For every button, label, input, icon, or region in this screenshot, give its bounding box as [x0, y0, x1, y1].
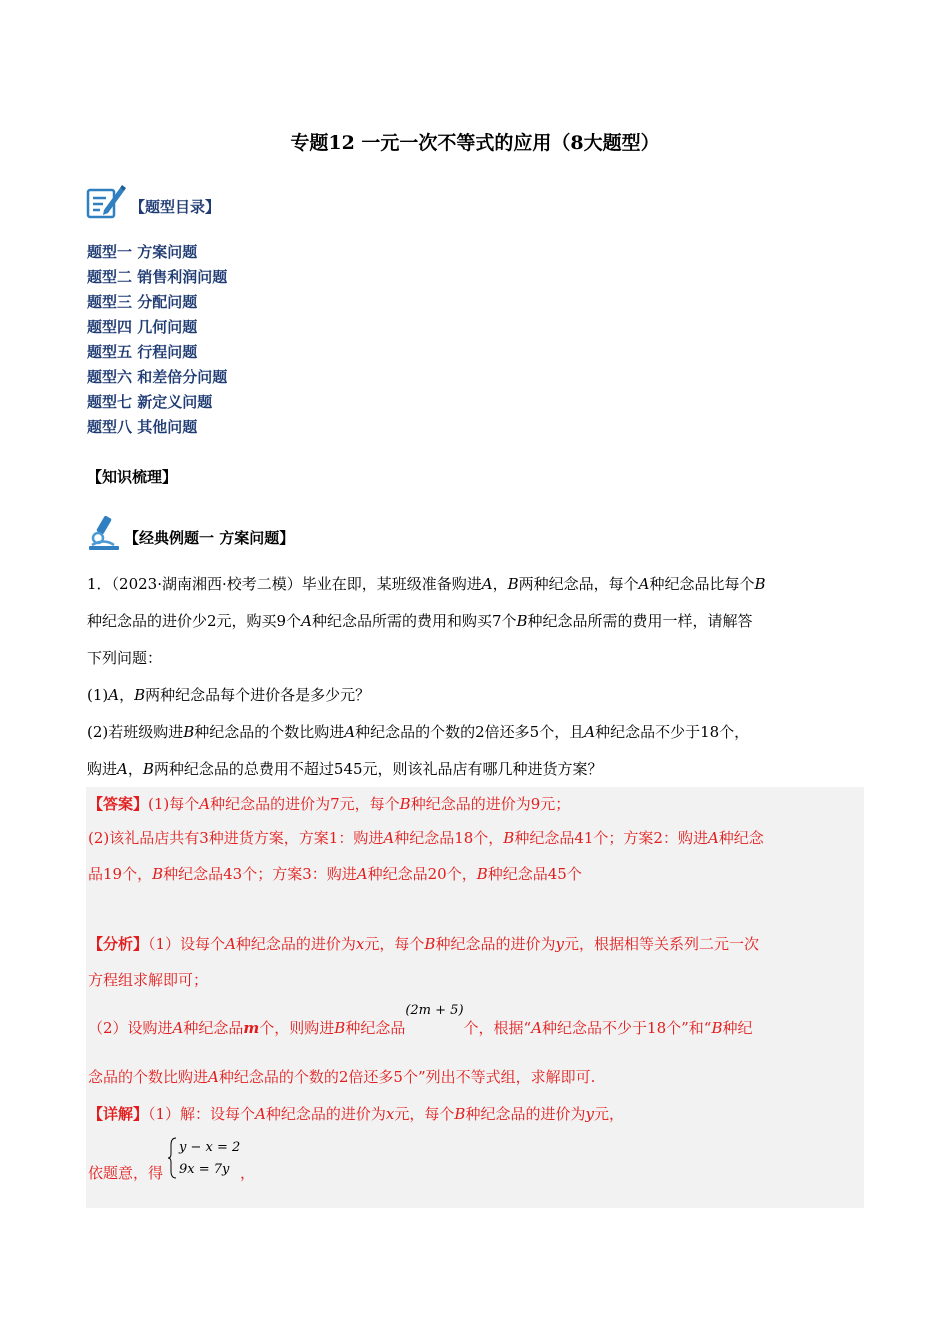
answer-box: [86, 787, 864, 1208]
toc-item: 题型四 几何问题: [87, 318, 198, 336]
equation-2: 9x = 7y: [179, 1162, 230, 1177]
answer-line: 【答案】(1)每个A种纪念品的进价为7元，每个B种纪念品的进价为9元；: [88, 795, 571, 813]
equation-1: y − x = 2: [179, 1140, 241, 1155]
analysis-line: 念品的个数比购进A种纪念品的个数的2倍还多5个”列出不等式组，求解即可.: [88, 1068, 596, 1086]
problem-line: (2)若班级购进B种纪念品的个数比购进A种纪念品的个数的2倍还多5个，且A种纪念品不少于18个，: [87, 723, 750, 741]
detail-line: 【详解】（1）解：设每个A种纪念品的进价为x元，每个B种纪念品的进价为y元，: [88, 1105, 624, 1123]
problem-line: 种纪念品的进价少2元，购买9个A种纪念品所需的费用和购买7个B种纪念品所需的费用一样，请解答: [87, 612, 753, 630]
example-header-label: 【经典例题一 方案问题】: [124, 528, 295, 547]
toc-item: 题型二 销售利润问题: [87, 268, 228, 286]
toc-item: 题型一 方案问题: [87, 243, 198, 261]
problem-line: 购进A，B两种纪念品的总费用不超过545元，则该礼品店有哪几种进货方案？: [87, 760, 603, 778]
detail-line: 依题意，得: [88, 1164, 164, 1182]
equation-system: [168, 1135, 248, 1181]
example-header: [86, 515, 294, 555]
answer-line: (2)该礼品店共有3种进货方案，方案1：购进A种纪念品18个，B种纪念品41个；方案2：购进A种纪念: [88, 829, 764, 847]
toc-header: [86, 183, 220, 223]
toc-item: 题型五 行程问题: [87, 343, 198, 361]
toc-header-label: 【题型目录】: [130, 197, 221, 216]
page-title: 专题12 一元一次不等式的应用（8大题型）: [290, 132, 660, 154]
knowledge-section-label: 【知识梳理】: [87, 468, 178, 486]
analysis-line: 【分析】（1）设每个A种纪念品的进价为x元，每个B种纪念品的进价为y元，根据相等关系列二元一次: [88, 935, 759, 953]
problem-line: 下列问题：: [87, 649, 163, 667]
microscope-icon: [86, 514, 122, 556]
analysis-line: （2）设购进A种纪念品m个，则购进B种纪念品(2m + 5)个，根据“A种纪念品不少于18个”和“B种纪: [88, 1003, 753, 1037]
toc-list: [87, 240, 227, 440]
problem-line: 1．（2023·湖南湘西·校考二模）毕业在即，某班级准备购进A，B两种纪念品，每个A种纪念品比每个B: [87, 575, 766, 593]
answer-line: 品19个，B种纪念品43个；方案3：购进A种纪念品20个，B种纪念品45个: [88, 865, 582, 883]
toc-item: 题型六 和差倍分问题: [87, 368, 228, 386]
problem-text: [87, 570, 867, 792]
toc-item: 题型三 分配问题: [87, 293, 198, 311]
detail-comma: ，: [240, 1164, 256, 1182]
notepad-pencil-icon: [86, 182, 126, 224]
problem-line: (1)A，B两种纪念品每个进价各是多少元？: [87, 686, 371, 704]
inline-formula: (2m + 5): [405, 1003, 464, 1018]
toc-item: 题型八 其他问题: [87, 418, 198, 436]
toc-item: 题型七 新定义问题: [87, 393, 213, 411]
analysis-line: 方程组求解即可；: [88, 971, 209, 989]
